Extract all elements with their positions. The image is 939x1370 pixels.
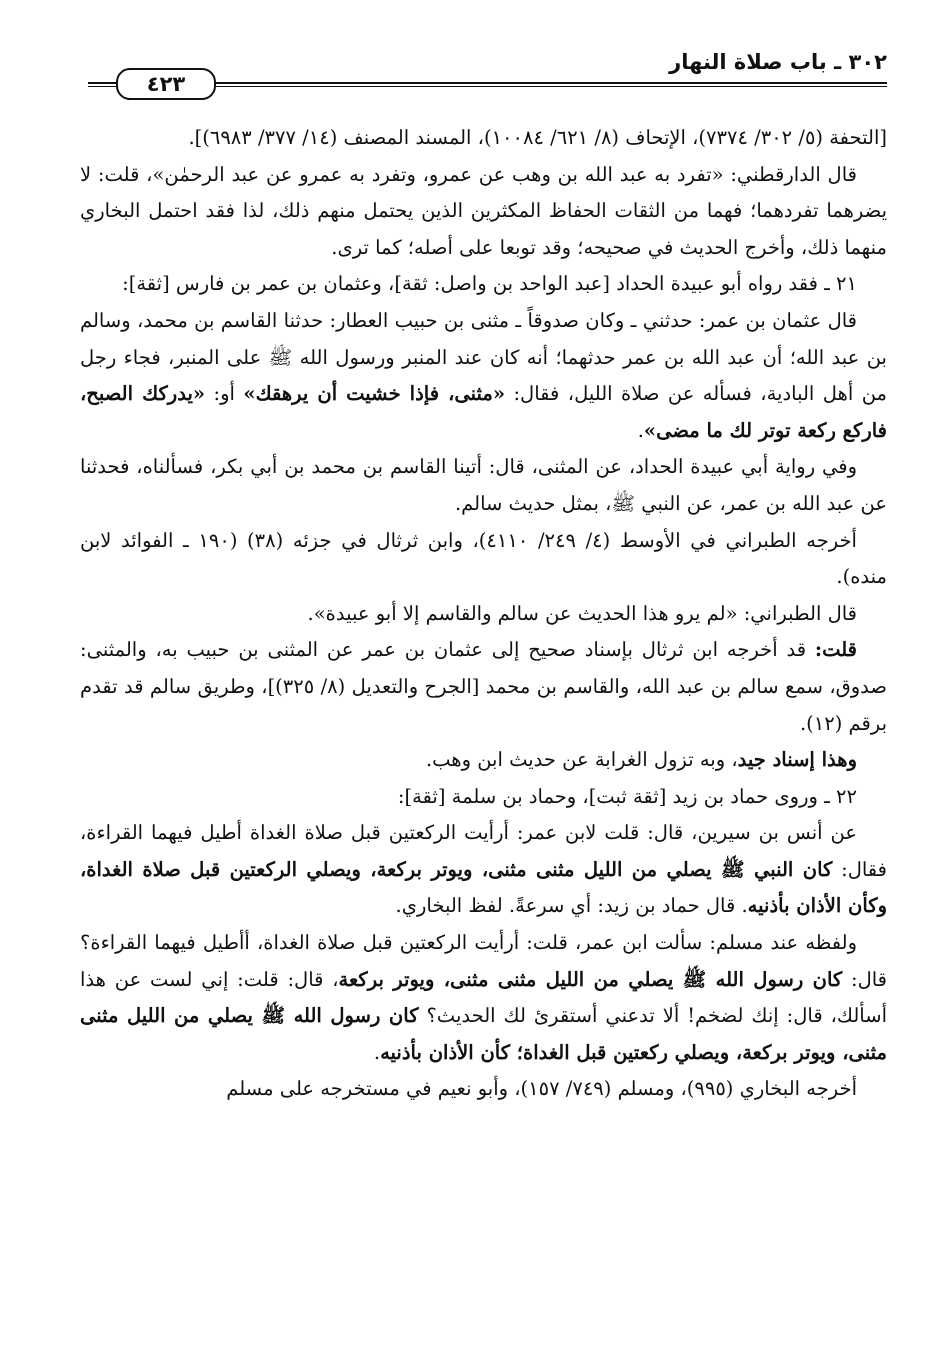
text-run: وفي رواية أبي عبيدة الحداد، عن المثنى، قال: أتينا القاسم بن محمد بن أبي بكر، فسألناه، فحدثنا عن عبد الله بن عمر، عن النبي ﷺ، بمثل حديث سالم.	[80, 455, 887, 515]
bold-text: «يدركك الصبح، فاركع ركعة توتر لك ما مضى»	[80, 382, 887, 442]
bold-text: قلت:	[814, 638, 857, 662]
paragraph	[80, 1071, 887, 1108]
text-run: عن أنس بن سيرين، قال: قلت لابن عمر: أرأيت الركعتين قبل صلاة الغداة أطيل فيهما القراءة، فقال:	[80, 821, 887, 881]
bold-text: كان النبي ﷺ يصلي من الليل مثنى مثنى، ويوتر بركعة، ويصلي الركعتين قبل صلاة الغداة، وكأن الأذان بأذنيه	[80, 857, 887, 918]
bold-text: وهذا إسناد جيد	[737, 748, 857, 772]
text-run: [التحفة (٥/ ٣٠٢/ ٧٣٧٤)، الإتحاف (٨/ ٦٢١/ ١٠٠٨٤)، المسند المصنف (١٤/ ٣٧٧/ ٦٩٨٣)].	[188, 126, 887, 149]
paragraph	[80, 303, 887, 449]
text-run: قال الدارقطني: «تفرد به عبد الله بن وهب عن عمرو، وتفرد به عمرو عن عبد الرحمٰن»، قلت: لا يضرهما تفردهما؛ فهما من الثقات الحفاظ المكثرين الذين يحتمل منهم ذلك، لذا فقد احتمل البخاري منهما ذلك، وأخرج الحديث في صحيحه؛ وقد توبعا على أصله؛ كما ترى.	[80, 162, 887, 259]
text-run: . قال حماد بن زيد: أي سرعةً. لفظ البخاري.	[395, 894, 748, 918]
page-header	[80, 44, 887, 104]
paragraph	[80, 632, 887, 742]
bold-text: كان رسول الله ﷺ يصلي من الليل مثنى مثنى، ويوتر بركعة، ويصلي ركعتين قبل الغداة؛ كأن الأذان بأذنيه	[80, 1004, 887, 1064]
bold-text: كان رسول الله ﷺ يصلي من الليل مثنى مثنى، ويوتر بركعة	[338, 967, 843, 991]
paragraph	[80, 449, 887, 522]
page-number: ٤٢٣	[116, 68, 216, 100]
text-run: قال الطبراني: «لم يرو هذا الحديث عن سالم والقاسم إلا أبو عبيدة».	[307, 601, 857, 625]
text-run: ٢٢ ـ وروى حماد بن زيد [ثقة ثبت]، وحماد بن سلمة [ثقة]:	[397, 784, 857, 808]
paragraph	[80, 523, 887, 596]
text-run: أو:	[205, 382, 244, 406]
text-run: ، قال: قلت: إني لست عن هذا أسألك، قال: إنك لضخم! ألا تدعني أستقرئ لك الحديث؟	[80, 967, 887, 1028]
text-run: قال عثمان بن عمر: حدثني ـ وكان صدوقاً ـ مثنى بن حبيب العطار: حدثنا القاسم بن محمد، وسالم بن عبد الله؛ أن عبد الله بن عمر حدثهما؛ أنه كان عند المنبر ورسول الله ﷺ على المنبر، فجاء رجل من أهل البادية، فسأله عن صلاة الليل، فقال:	[80, 308, 887, 406]
text-run: ، وبه تزول الغرابة عن حديث ابن وهب.	[425, 748, 738, 772]
paragraph	[80, 266, 887, 303]
text-run: .	[373, 1040, 381, 1064]
paragraph	[80, 120, 887, 157]
bold-text: «مثنى، فإذا خشيت أن يرهقك»	[243, 382, 506, 406]
text-run: أخرجه البخاري (٩٩٥)، ومسلم (٧٤٩/ ١٥٧)، وأبو نعيم في مستخرجه على مسلم	[226, 1077, 857, 1101]
paragraph	[80, 925, 887, 1071]
text-run: أخرجه الطبراني في الأوسط (٤/ ٢٤٩/ ٤١١٠)، وابن ثرثال في جزئه (٣٨) (١٩٠ ـ الفوائد لابن منده).	[80, 528, 887, 589]
text-run: ولفظه عند مسلم: سألت ابن عمر، قلت: أرأيت الركعتين قبل صلاة الغداة، أأطيل فيهما القراءة؟ قال:	[80, 931, 887, 991]
paragraph	[80, 742, 887, 779]
paragraph	[80, 815, 887, 925]
body-text	[80, 120, 887, 1108]
text-run: ٢١ ـ فقد رواه أبو عبيدة الحداد [عبد الواحد بن واصل: ثقة]، وعثمان بن عمر بن فارس [ثقة]:	[122, 272, 857, 296]
text-run: .	[637, 418, 644, 442]
paragraph	[80, 596, 887, 633]
text-run: قد أخرجه ابن ثرثال بإسناد صحيح إلى عثمان بن عمر عن المثنى بن حبيب به، والمثنى: صدوق، سمع سالم بن عبد الله، والقاسم بن محمد [الجرح والتعديل (٨/ ٣٢٥)]، وطريق سالم قد تقدم برقم (١٢).	[80, 638, 887, 735]
paragraph	[80, 779, 887, 816]
paragraph	[80, 157, 887, 267]
chapter-title: ٣٠٢ ـ باب صلاة النهار	[669, 50, 887, 74]
